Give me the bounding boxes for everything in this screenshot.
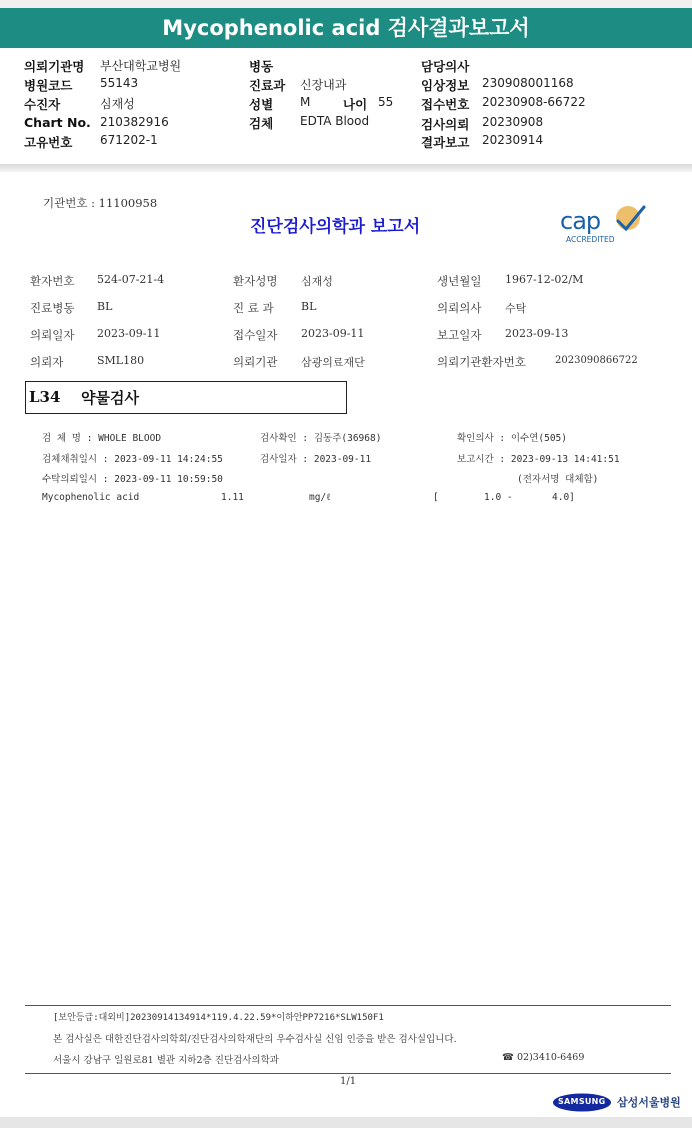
label-clinical-info: 임상정보 bbox=[421, 78, 470, 93]
label-department: 진료과 bbox=[249, 78, 286, 93]
value-age: 55 bbox=[378, 95, 394, 109]
detail-test-date: 검사일자 : 2023-09-11 bbox=[260, 454, 372, 465]
value-specimen: EDTA Blood bbox=[300, 114, 370, 128]
label-request-date: 의뢰일자 bbox=[30, 328, 75, 342]
footer-divider-bottom bbox=[25, 1073, 671, 1074]
result-ref-low: 1.0 - bbox=[484, 492, 513, 503]
detail-report-time: 보고시간 : 2023-09-13 14:41:51 bbox=[457, 454, 620, 465]
label-requester: 의뢰자 bbox=[30, 355, 64, 369]
page-number: 1/1 bbox=[340, 1076, 357, 1087]
label-report-date: 보고일자 bbox=[437, 328, 482, 342]
label-institution-patient-no: 의뢰기관환자번호 bbox=[437, 355, 526, 369]
footer-address: 서울시 강남구 일원로81 별관 지하2층 진단검사의학과 bbox=[53, 1055, 279, 1066]
value-ward: BL bbox=[97, 300, 113, 313]
samsung-logo-text: SAMSUNG bbox=[558, 1097, 606, 1106]
value-clinical-info: 230908001168 bbox=[482, 76, 574, 90]
label-test-request: 검사의뢰 bbox=[421, 117, 470, 132]
label-chart-no: Chart No. bbox=[24, 115, 91, 130]
bottom-band bbox=[0, 1117, 692, 1128]
label-birth-date: 생년월일 bbox=[437, 274, 482, 288]
page-title: Mycophenolic acid 검사결과보고서 bbox=[0, 8, 692, 48]
cap-logo-text: cap bbox=[560, 207, 601, 235]
value-patient: 심재성 bbox=[100, 97, 135, 111]
label-receipt-date: 접수일자 bbox=[233, 328, 278, 342]
detail-collection-time: 검체채취일시 : 2023-09-11 14:24:55 bbox=[42, 454, 223, 465]
footer-divider-top bbox=[25, 1005, 671, 1006]
value-requesting-institution: 부산대학교병원 bbox=[100, 59, 182, 73]
value-requester: SML180 bbox=[97, 354, 145, 367]
detail-confirming-doctor: 확인의사 : 이수연(505) bbox=[457, 433, 567, 444]
value-hospital-code: 55143 bbox=[100, 76, 139, 90]
footer-certification: 본 검사실은 대한진단검사의학회/진단검사의학재단의 우수검사실 신임 인증을 받은 검사실입니다. bbox=[53, 1034, 457, 1045]
label-patient-name: 환자성명 bbox=[233, 274, 278, 288]
label-ward: 병동 bbox=[249, 59, 274, 74]
label-receipt-no: 접수번호 bbox=[421, 97, 470, 112]
hospital-name: 삼성서울병원 bbox=[617, 1096, 681, 1109]
value-requesting-institution: 삼광의료재단 bbox=[301, 356, 365, 369]
label-sex: 성별 bbox=[249, 97, 274, 112]
result-ref-open: [ bbox=[433, 492, 439, 503]
label-attending-physician: 담당의사 bbox=[421, 59, 470, 74]
detail-specimen-name: 검 체 명 : WHOLE BLOOD bbox=[42, 433, 162, 444]
result-value: 1.11 bbox=[221, 492, 244, 503]
value-chart-no: 210382916 bbox=[100, 115, 169, 129]
samsung-logo bbox=[552, 1093, 612, 1112]
phone-icon: ☎ bbox=[502, 1052, 514, 1063]
label-department: 진 료 과 bbox=[233, 301, 274, 315]
value-department: 신장내과 bbox=[300, 78, 347, 92]
result-unit: mg/ℓ bbox=[309, 492, 331, 503]
value-unique-no: 671202-1 bbox=[100, 133, 158, 147]
label-requesting-institution: 의뢰기관명 bbox=[24, 59, 85, 74]
report-title: 진단검사의학과 보고서 bbox=[250, 217, 421, 237]
label-result-report: 결과보고 bbox=[421, 135, 470, 150]
footer-security-line: [보안등급:대외비]20230914134914*119.4.22.59*이하안PP7216*SLW150F1 bbox=[53, 1013, 384, 1023]
institution-number: 기관번호 : 11100958 bbox=[43, 196, 158, 210]
cap-accredited-logo bbox=[558, 203, 650, 247]
label-hospital-code: 병원코드 bbox=[24, 78, 73, 93]
value-birth-date: 1967-12-02/M bbox=[505, 273, 584, 286]
label-requesting-institution: 의뢰기관 bbox=[233, 355, 278, 369]
value-result-report: 20230914 bbox=[482, 133, 544, 147]
label-age: 나이 bbox=[343, 97, 368, 112]
cap-accredited-text: ACCREDITED bbox=[566, 235, 615, 244]
value-request-date: 2023-09-11 bbox=[97, 327, 161, 340]
value-report-date: 2023-09-13 bbox=[505, 327, 569, 340]
label-ward: 진료병동 bbox=[30, 301, 75, 315]
value-patient-name: 심재성 bbox=[301, 275, 333, 288]
value-receipt-date: 2023-09-11 bbox=[301, 327, 365, 340]
value-requesting-doctor: 수탁 bbox=[505, 302, 527, 315]
label-specimen: 검체 bbox=[249, 116, 274, 131]
section-code: L34 bbox=[29, 388, 61, 406]
section-name: 약물검사 bbox=[81, 389, 139, 407]
detail-consignment-time: 수탁의뢰일시 : 2023-09-11 10:59:50 bbox=[42, 474, 223, 485]
value-patient-no: 524-07-21-4 bbox=[97, 273, 165, 286]
value-receipt-no: 20230908-66722 bbox=[482, 95, 586, 109]
value-test-request: 20230908 bbox=[482, 115, 544, 129]
label-requesting-doctor: 의뢰의사 bbox=[437, 301, 482, 315]
header-separator bbox=[0, 164, 692, 172]
result-ref-high: 4.0] bbox=[552, 492, 575, 503]
top-border bbox=[0, 0, 692, 8]
label-patient: 수진자 bbox=[24, 97, 61, 112]
value-department: BL bbox=[301, 300, 317, 313]
result-test-name: Mycophenolic acid bbox=[42, 492, 140, 503]
section-box bbox=[25, 381, 347, 414]
value-sex: M bbox=[300, 95, 311, 109]
detail-test-confirm: 검사확인 : 김동주(36968) bbox=[260, 433, 382, 444]
footer-phone: 02)3410-6469 bbox=[517, 1052, 585, 1063]
value-institution-patient-no: 2023090866722 bbox=[555, 355, 638, 366]
label-patient-no: 환자번호 bbox=[30, 274, 75, 288]
detail-e-signature: (전자서명 대체함) bbox=[517, 474, 599, 485]
label-unique-no: 고유번호 bbox=[24, 135, 73, 150]
